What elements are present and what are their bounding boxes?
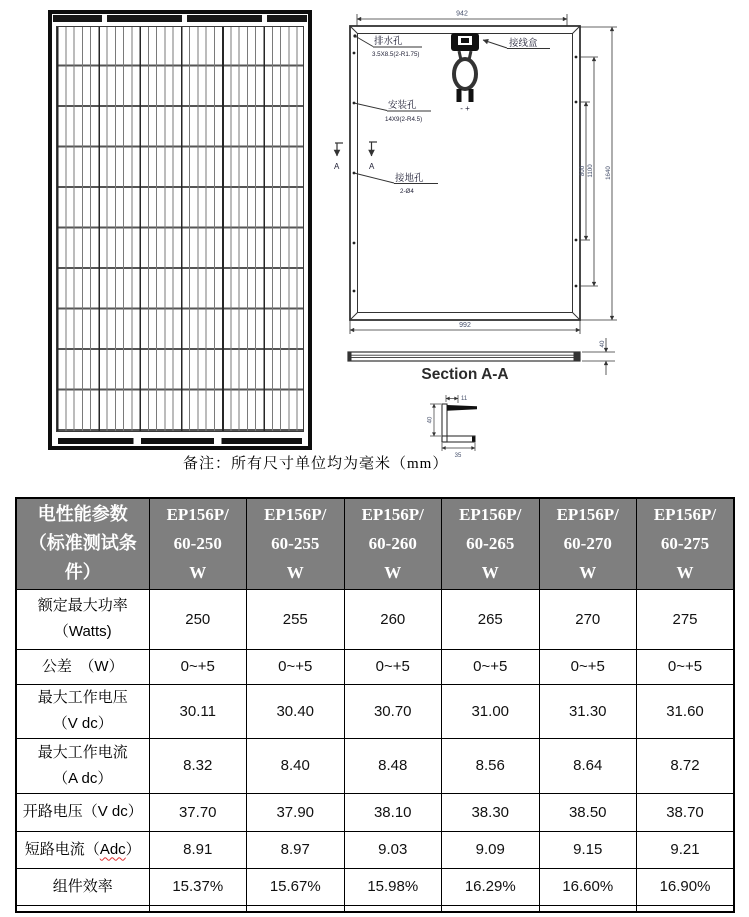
mounting-hole-label: 安装孔 <box>388 100 417 111</box>
row-tolerance <box>16 649 734 684</box>
ground-hole-callout <box>354 172 438 195</box>
row-module-efficiency <box>16 868 734 905</box>
mounting-hole-callout <box>354 99 431 123</box>
svg-text:40: 40 <box>427 416 434 424</box>
table-cell: 30.70 <box>344 684 442 738</box>
row-label: 组件效率 <box>16 868 149 905</box>
table-cell: 260 <box>344 589 442 649</box>
param-header-cell: 电性能参数 （标准测试条 件） <box>16 498 149 589</box>
model-header-cell: EP156P/ 60-255 W <box>247 498 345 589</box>
row-open-circuit-voltage <box>16 793 734 831</box>
ground-hole-label: 接地孔 <box>395 173 424 184</box>
dimension-992 <box>350 320 580 334</box>
row-label: 公差 （W） <box>16 649 149 684</box>
table-cell: 8.72 <box>637 738 735 793</box>
row-label: 额定最大功率 （Watts) <box>16 589 149 649</box>
row-rated-max-power <box>16 589 734 649</box>
row-empty-partial <box>16 905 734 912</box>
table-cell: 15.67% <box>247 868 345 905</box>
table-cell: 31.00 <box>442 684 540 738</box>
frame-profile-detail <box>428 395 478 459</box>
model-header-cell: EP156P/ 60-275 W <box>637 498 735 589</box>
table-cell: 8.97 <box>247 831 345 868</box>
table-cell: 8.91 <box>149 831 247 868</box>
units-note: 备注：所有尺寸单位均为毫米（mm） <box>183 456 449 472</box>
table-cell: 0~+5 <box>247 649 345 684</box>
drain-hole-label: 排水孔 <box>374 36 403 47</box>
row-label: 最大工作电流 （A dc） <box>16 738 149 793</box>
table-cell: 0~+5 <box>637 649 735 684</box>
table-cell: 30.11 <box>149 684 247 738</box>
module-frame <box>350 26 580 320</box>
table-cell: 9.15 <box>539 831 637 868</box>
mounting-hole-spec: 14X9(2-R4.5) <box>385 116 423 123</box>
table-cell: 31.60 <box>637 684 735 738</box>
row-max-power-voltage <box>16 684 734 738</box>
table-cell: 275 <box>637 589 735 649</box>
table-cell: 31.30 <box>539 684 637 738</box>
electrical-spec-table <box>15 497 735 913</box>
svg-text:11: 11 <box>461 396 468 402</box>
svg-text:942: 942 <box>456 10 468 18</box>
row-label: 最大工作电压 （V dc） <box>16 684 149 738</box>
table-cell: 8.40 <box>247 738 345 793</box>
svg-text:1100: 1100 <box>587 164 594 178</box>
svg-text:35: 35 <box>454 453 462 459</box>
row-max-power-current <box>16 738 734 793</box>
table-cell: 255 <box>247 589 345 649</box>
table-cell: 8.32 <box>149 738 247 793</box>
polarity-label: - + <box>460 104 470 113</box>
table-cell: 265 <box>442 589 540 649</box>
section-marker-a-inner: A <box>369 162 375 171</box>
row-label: 短路电流（Adc） <box>16 831 149 868</box>
table-cell: 38.30 <box>442 793 540 831</box>
table-cell: 0~+5 <box>149 649 247 684</box>
table-cell: 37.90 <box>247 793 345 831</box>
table-cell: 15.98% <box>344 868 442 905</box>
table-cell: 16.90% <box>637 868 735 905</box>
table-cell: 9.03 <box>344 831 442 868</box>
technical-drawing <box>330 0 749 460</box>
row-short-circuit-current <box>16 831 734 868</box>
section-marker-a-left: A <box>334 162 340 171</box>
model-header-cell: EP156P/ 60-250 W <box>149 498 247 589</box>
connector-positive <box>469 89 474 102</box>
junction-box-label: 接线盒 <box>509 38 538 49</box>
table-cell: 37.70 <box>149 793 247 831</box>
svg-text:1640: 1640 <box>605 166 612 180</box>
dimension-thickness-40 <box>582 338 615 375</box>
table-header-row <box>16 498 734 589</box>
svg-text:800: 800 <box>579 165 586 177</box>
dimension-942 <box>357 11 567 27</box>
table-cell: 30.40 <box>247 684 345 738</box>
model-header-cell: EP156P/ 60-270 W <box>539 498 637 589</box>
svg-text:992: 992 <box>459 322 471 329</box>
table-cell: 38.70 <box>637 793 735 831</box>
table-cell: 8.48 <box>344 738 442 793</box>
svg-text:40: 40 <box>599 340 606 348</box>
table-cell: 16.60% <box>539 868 637 905</box>
table-cell: 16.29% <box>442 868 540 905</box>
table-cell: 250 <box>149 589 247 649</box>
section-markers <box>334 142 377 171</box>
table-cell: 15.37% <box>149 868 247 905</box>
solar-panel-front-view <box>48 10 312 450</box>
section-aa-bar <box>348 352 580 361</box>
junction-box <box>451 33 479 113</box>
row-label: 开路电压（V dc） <box>16 793 149 831</box>
table-cell: 0~+5 <box>344 649 442 684</box>
model-header-cell: EP156P/ 60-265 W <box>442 498 540 589</box>
connector-negative <box>457 89 462 102</box>
table-cell: 38.50 <box>539 793 637 831</box>
panel-top-rail <box>53 15 307 22</box>
junction-box-callout <box>483 37 550 49</box>
table-cell: 8.64 <box>539 738 637 793</box>
table-cell: 270 <box>539 589 637 649</box>
spellcheck-underline: Adc <box>99 840 126 858</box>
table-cell: 9.21 <box>637 831 735 868</box>
panel-bottom-rail <box>58 438 302 444</box>
table-cell: 38.10 <box>344 793 442 831</box>
ground-hole-spec: 2-Ø4 <box>400 188 414 195</box>
model-header-cell: EP156P/ 60-260 W <box>344 498 442 589</box>
table-cell: 0~+5 <box>442 649 540 684</box>
drain-hole-spec: 3.5X8.5(2-R1.75) <box>372 51 420 58</box>
drain-hole-callout <box>353 34 422 58</box>
table-cell: 8.56 <box>442 738 540 793</box>
section-title: Section A-A <box>421 366 509 383</box>
table-cell: 9.09 <box>442 831 540 868</box>
table-cell: 0~+5 <box>539 649 637 684</box>
panel-cells-grid <box>56 26 304 432</box>
